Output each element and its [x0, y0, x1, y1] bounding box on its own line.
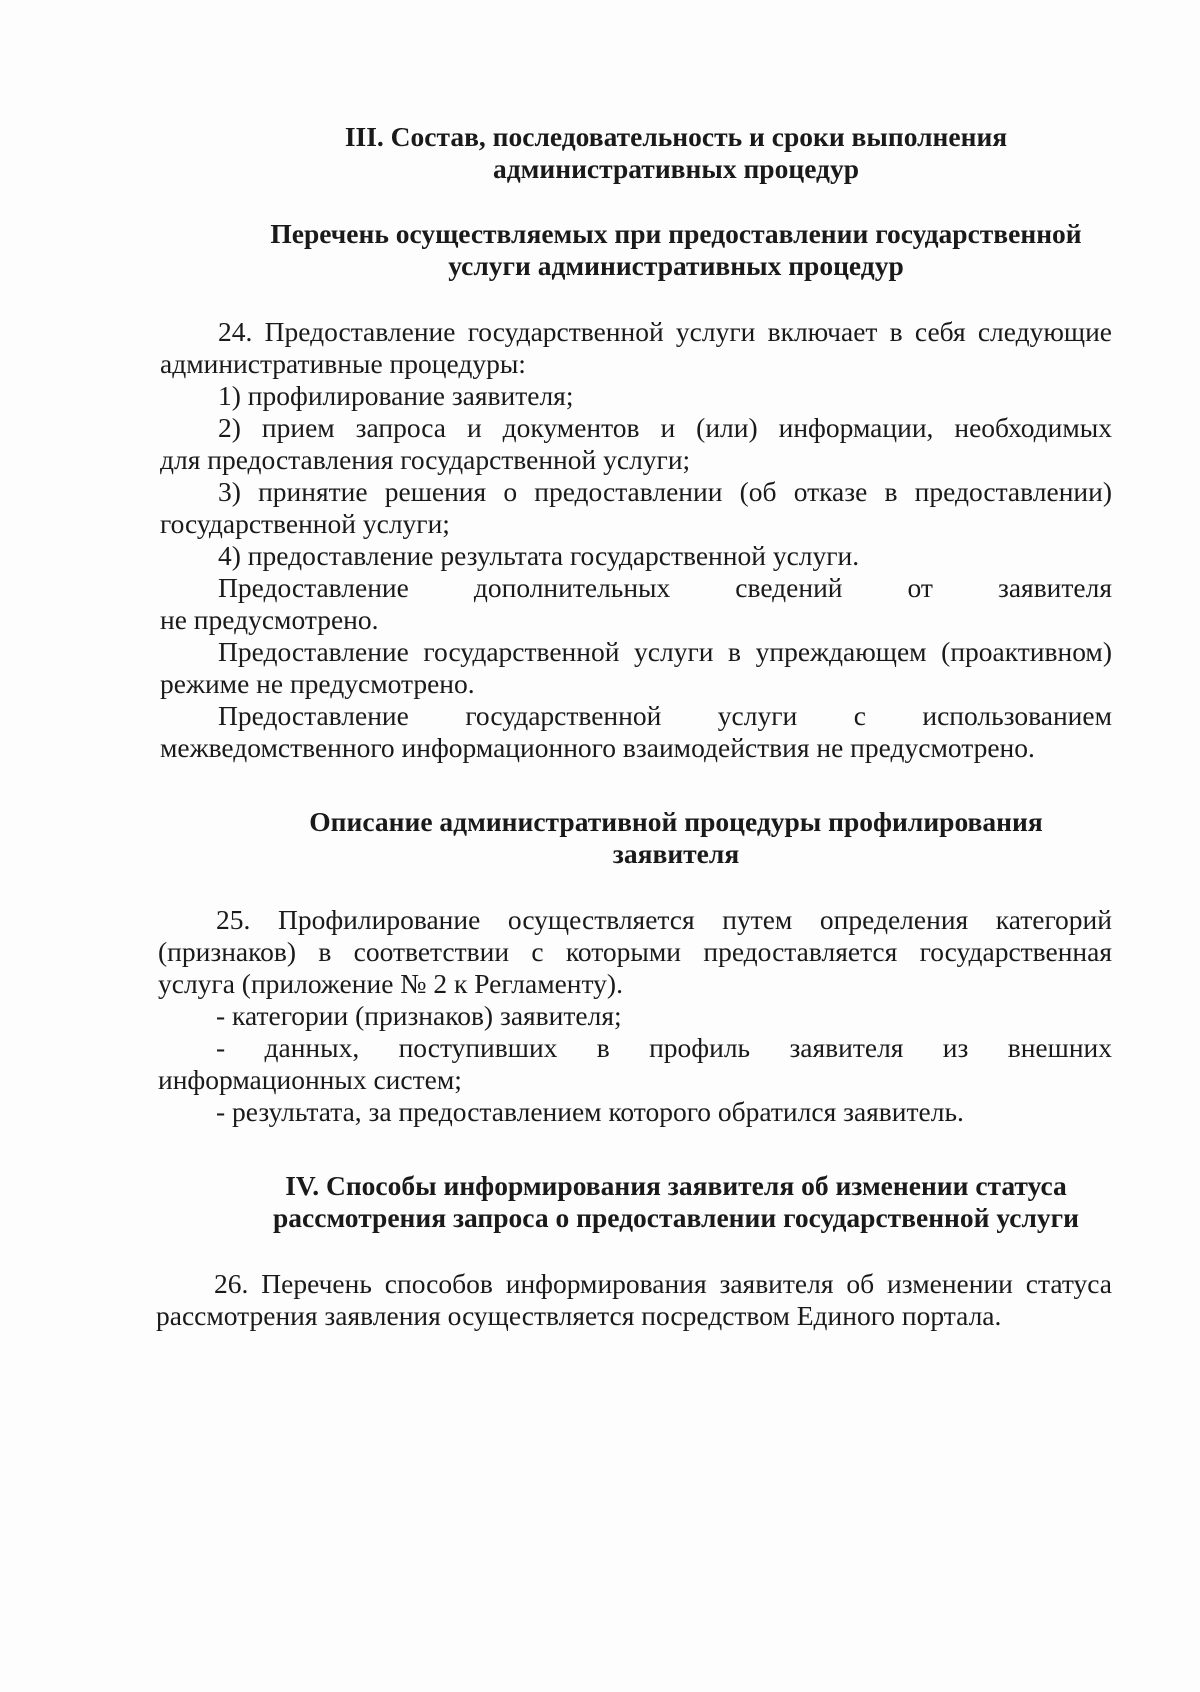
interagency-line-1: Предоставление государственной услуги с использованием	[218, 700, 1112, 731]
section-4-heading-line-1: IV. Способы информирования заявителя об изменении статуса	[285, 1170, 1067, 1201]
paragraph-24-intro-line-2: административные процедуры:	[160, 348, 526, 379]
paragraph-24-intro-line-1: 24. Предоставление государственной услуги включает в себя следующие	[218, 316, 1112, 347]
paragraph-25-line-3: услуга (приложение № 2 к Регламенту).	[158, 968, 623, 999]
procedures-list-heading-line-1: Перечень осуществляемых при предоставлении государственной	[270, 218, 1082, 249]
interagency-line-2: межведомственного информационного взаимодействия не предусмотрено.	[160, 732, 1035, 763]
paragraph-26-line-1: 26. Перечень способов информирования заявителя об изменении статуса	[214, 1268, 1112, 1299]
profiling-item-1: - категории (признаков) заявителя;	[216, 1000, 622, 1031]
procedures-list-heading	[200, 218, 1152, 282]
section-3-heading-line-2: административных процедур	[493, 153, 859, 184]
list-item-2-line-1: 2) прием запроса и документов и (или) информации, необходимых	[218, 412, 1112, 443]
profiling-item-2-line-1: - данных, поступивших в профиль заявителя из внешних	[216, 1032, 1112, 1063]
profiling-heading	[200, 806, 1152, 870]
paragraph-26	[156, 1268, 1112, 1332]
list-item-3-line-2: государственной услуги;	[160, 508, 450, 539]
profiling-heading-line-2: заявителя	[612, 838, 740, 869]
additional-info-line-2: не предусмотрено.	[160, 604, 379, 635]
paragraph-25-line-1: 25. Профилирование осуществляется путем определения категорий	[216, 904, 1112, 935]
list-item-1: 1) профилирование заявителя;	[218, 380, 574, 411]
list-item-2-line-2: для предоставления государственной услуги;	[160, 444, 691, 475]
procedures-list-heading-line-2: услуги административных процедур	[448, 250, 904, 281]
profiling-heading-line-1: Описание административной процедуры профилирования	[309, 806, 1043, 837]
paragraph-25-line-2: (признаков) в соответствии с которыми предоставляется государственная	[158, 936, 1112, 967]
paragraph-24	[160, 316, 1112, 764]
proactive-mode-line-2: режиме не предусмотрено.	[160, 668, 475, 699]
list-item-4: 4) предоставление результата государственной услуги.	[218, 540, 860, 571]
section-4-heading-line-2: рассмотрения запроса о предоставлении государственной услуги	[272, 1202, 1079, 1233]
profiling-item-3: - результата, за предоставлением которого обратился заявитель.	[216, 1096, 964, 1127]
additional-info-line-1: Предоставление дополнительных сведений от заявителя	[218, 572, 1112, 603]
section-3-heading-line-1: III. Состав, последовательность и сроки выполнения	[344, 121, 1008, 152]
proactive-mode-line-1: Предоставление государственной услуги в упреждающем (проактивном)	[218, 636, 1112, 667]
paragraph-26-line-2: рассмотрения заявления осуществляется посредством Единого портала.	[156, 1300, 1002, 1331]
profiling-item-2-line-2: информационных систем;	[158, 1064, 462, 1095]
paragraph-25	[158, 904, 1112, 1128]
section-4-heading	[200, 1170, 1152, 1234]
section-3-heading	[200, 121, 1152, 185]
list-item-3-line-1: 3) принятие решения о предоставлении (об отказе в предоставлении)	[218, 476, 1112, 507]
